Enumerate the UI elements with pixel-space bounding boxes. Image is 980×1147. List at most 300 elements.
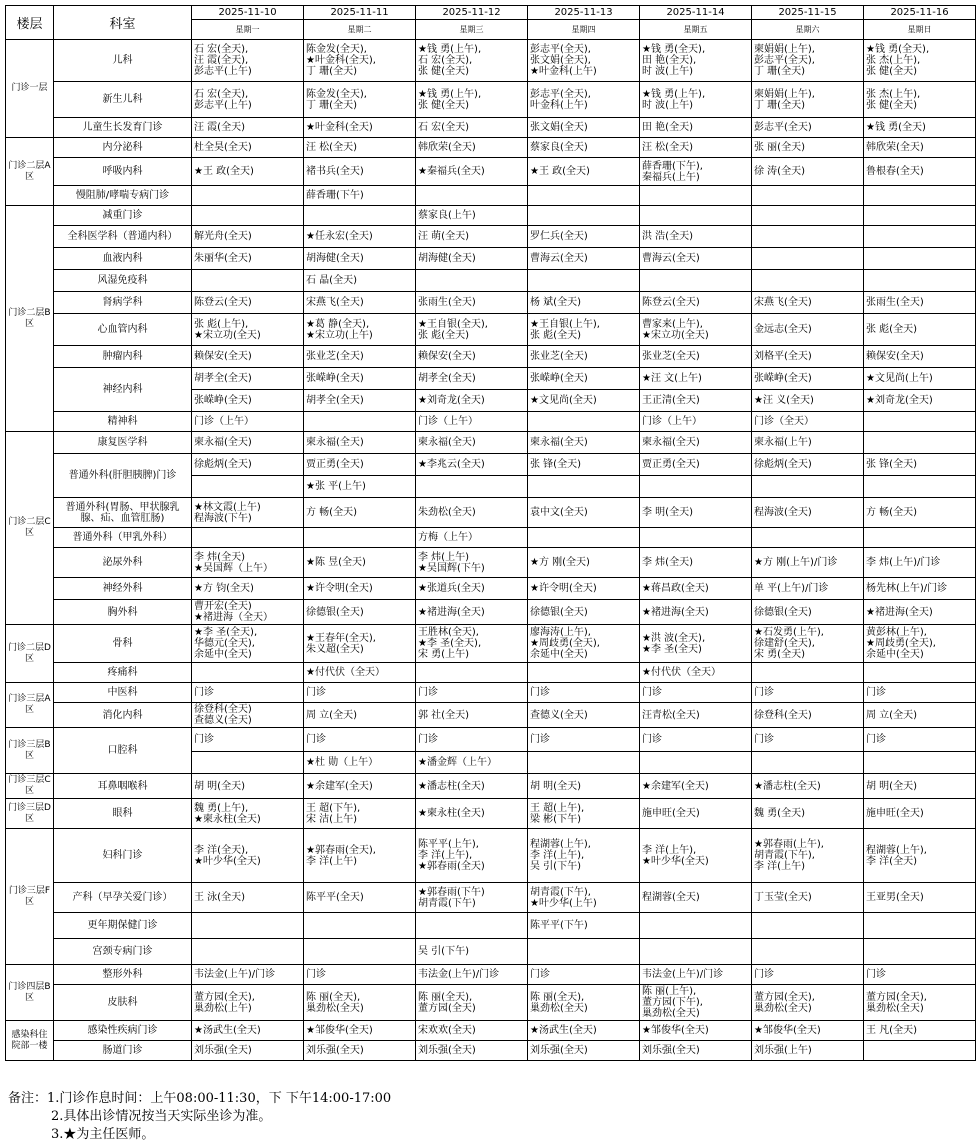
schedule-cell [864,752,976,774]
doctor-entry: ★宋立功(全天) [642,329,709,341]
schedule-cell [192,390,304,412]
doctor-entry: ★汪 义(全天) [754,395,814,406]
doctor-entry: 张业芝(全天) [530,351,588,362]
department-cell: 精神科 [54,412,192,432]
schedule-cell [304,683,416,703]
schedule-cell [192,1041,304,1061]
schedule-cell [192,683,304,703]
doctor-entry: 胡青霞(下午) [418,897,476,909]
department-cell: 肿瘤内科 [54,346,192,368]
table-row [6,985,976,1021]
schedule-cell [304,314,416,346]
doctor-entry: 吴 引(下午) [418,946,469,957]
schedule-cell [528,939,640,965]
schedule-cell [640,498,752,528]
schedule-cell [528,625,640,663]
schedule-cell [528,498,640,528]
schedule-cell [752,118,864,138]
doctor-entry: 门诊 [194,734,214,745]
doctor-entry: 张嵘峥(全天) [306,373,364,384]
floor-cell: 门诊三层C区 [6,774,54,799]
doctor-entry: 张业芝(全天) [306,351,364,362]
department-cell: 疼痛科 [54,663,192,683]
floor-cell: 门诊二层C区 [6,432,54,625]
doctor-entry: ★石发勇(上午), [754,627,824,638]
table-row [6,625,976,663]
department-cell: 儿科 [54,40,192,82]
doctor-entry: 周 立(全天) [866,709,917,721]
doctor-entry: 廖海涛(上午), [530,627,591,638]
doctor-entry: 张 丽(全天) [754,142,805,153]
table-row [6,346,976,368]
doctor-entry: ★叶少华(全天) [642,855,709,867]
table-row [6,663,976,683]
schedule-cell [304,476,416,498]
department-cell: 呼吸内科 [54,158,192,186]
doctor-entry: ★潘金辉（上午） [418,757,497,768]
weekday-header: 星期五 [640,20,752,40]
schedule-cell [304,270,416,292]
schedule-cell [192,270,304,292]
schedule-cell [864,799,976,829]
schedule-cell [304,1021,416,1041]
schedule-cell [752,498,864,528]
schedule-cell [416,913,528,939]
schedule-cell [528,883,640,913]
doctor-entry: 宋 勇(上午) [418,649,469,660]
doctor-entry: 刘乐强(全天) [418,1045,476,1056]
schedule-cell [528,548,640,578]
table-row [6,829,976,883]
doctor-entry: 董方园(下午), [642,997,703,1008]
doctor-entry: 巢劲松(全天) [754,1002,812,1014]
doctor-entry: 张嵘峥(全天) [194,395,252,406]
doctor-entry: ★葛 静(全天), [306,318,370,330]
doctor-entry: 魏 勇(全天) [754,808,805,819]
schedule-cell [416,703,528,728]
schedule-cell [528,248,640,270]
schedule-cell [416,829,528,883]
schedule-cell [192,829,304,883]
schedule-cell [192,625,304,663]
schedule-cell [416,625,528,663]
department-cell: 神经内科 [54,368,192,412]
schedule-cell [192,774,304,799]
department-cell: 消化内科 [54,703,192,728]
schedule-cell [752,528,864,548]
schedule-cell [304,663,416,683]
doctor-entry: 董方园(全天) [418,1002,476,1014]
doctor-entry: 方 畅(全天) [866,507,917,518]
doctor-entry: ★邹俊华(全天) [754,1025,821,1036]
floor-cell: 门诊二层B区 [6,206,54,432]
doctor-entry: 李 明(全天) [642,507,693,518]
department-cell: 产科（早孕关爱门诊） [54,883,192,913]
schedule-cell [416,226,528,248]
doctor-entry: 门诊 [306,969,326,980]
schedule-cell [864,206,976,226]
doctor-entry: 巢劲松(全天) [306,1002,364,1014]
doctor-entry: ★文见尚(全天) [530,395,597,406]
schedule-cell [752,1021,864,1041]
schedule-cell [528,752,640,774]
note-line: 3.★为主任医师。 [51,1127,155,1142]
schedule-cell [752,548,864,578]
schedule-cell [416,314,528,346]
schedule-sheet [5,5,976,1061]
doctor-entry: ★许令明(全天) [530,583,597,594]
schedule-cell [192,412,304,432]
doctor-entry: 宋 洁(上午) [306,813,357,825]
doctor-entry: 薛香珊(下午), [642,160,703,172]
doctor-entry: 门诊 [418,687,438,698]
doctor-entry: 朱义超(全天) [306,643,364,655]
schedule-cell [864,226,976,248]
note-line: 2.具体出诊情况按当天实际坐诊为准。 [51,1109,272,1124]
schedule-cell [528,1021,640,1041]
schedule-cell [752,82,864,118]
doctor-entry: 门诊 [530,969,550,980]
schedule-cell [416,118,528,138]
schedule-cell [752,625,864,663]
schedule-cell [640,799,752,829]
schedule-cell [192,82,304,118]
department-cell: 新生儿科 [54,82,192,118]
schedule-cell [640,314,752,346]
schedule-cell [528,40,640,82]
schedule-cell [416,498,528,528]
schedule-cell [640,683,752,703]
doctor-entry: 巢劲松(全天) [642,1008,700,1019]
doctor-entry: ★秦福兵(全天) [418,166,485,177]
schedule-cell [752,1041,864,1061]
schedule-cell [864,82,976,118]
schedule-cell [528,454,640,476]
doctor-entry: 门诊 [866,969,886,980]
doctor-entry: ★李 圣(全天), [418,638,482,649]
schedule-cell [752,600,864,625]
schedule-cell [864,728,976,752]
doctor-entry: ★邹俊华(全天) [642,1025,709,1036]
schedule-cell [528,186,640,206]
doctor-entry: 陈金发(全天), [306,88,367,100]
schedule-cell [640,829,752,883]
date-header: 2025-11-12 [416,6,528,20]
schedule-cell [640,883,752,913]
doctor-entry: ★叶少华(全天) [194,855,261,867]
schedule-cell [864,292,976,314]
doctor-entry: 张业芝(全天) [642,351,700,362]
schedule-cell [304,118,416,138]
floor-cell: 门诊四层B区 [6,965,54,1021]
table-row [6,292,976,314]
doctor-entry: ★张 平(上午) [306,481,366,492]
schedule-cell [304,774,416,799]
doctor-entry: 胡青霞(下午), [530,886,591,898]
doctor-entry: 程海波(下午) [194,512,252,524]
schedule-cell [304,206,416,226]
schedule-cell [304,799,416,829]
doctor-entry: 时 波(上午) [642,99,693,111]
table-row [6,799,976,829]
doctor-entry: ★汤武生(全天) [194,1025,261,1036]
schedule-cell [192,454,304,476]
doctor-entry: 蔡家良(全天) [530,142,588,153]
doctor-entry: ★褚进海(全天) [642,606,709,618]
schedule-cell [192,528,304,548]
table-row [6,248,976,270]
schedule-cell [192,703,304,728]
doctor-entry: ★钱 勇(全天) [866,122,926,133]
doctor-entry: 彭志平(全天), [530,44,591,55]
doctor-entry: 赖保安(全天) [418,351,476,362]
schedule-cell [864,454,976,476]
doctor-entry: 彭志平(全天), [754,55,815,66]
schedule-cell [640,158,752,186]
schedule-cell [640,1021,752,1041]
doctor-entry: 时 波(上午) [642,66,693,77]
department-cell: 肾病学科 [54,292,192,314]
schedule-cell [528,799,640,829]
schedule-cell [752,939,864,965]
table-row [6,432,976,454]
schedule-cell [192,368,304,390]
department-cell: 普通外科(肝胆胰脾)门诊 [54,454,192,498]
doctor-entry: 门诊（上午） [642,416,702,427]
schedule-cell [416,600,528,625]
schedule-cell [304,186,416,206]
schedule-cell [864,578,976,600]
doctor-entry: 韦法金(上午)/门诊 [642,969,724,980]
doctor-entry: 巢劲松(全天) [530,1002,588,1014]
schedule-cell [304,82,416,118]
floor-cell: 感染科住院部一楼 [6,1021,54,1061]
table-row [6,683,976,703]
schedule-cell [192,40,304,82]
department-cell: 泌尿外科 [54,548,192,578]
doctor-entry: 张雨生(全天) [418,297,476,308]
doctor-entry: 门诊 [754,969,774,980]
doctor-entry: ★郭春雨(全天), [306,844,376,856]
doctor-entry: 杜全昊(全天) [194,142,252,153]
table-row [6,314,976,346]
schedule-cell [416,1021,528,1041]
schedule-cell [416,206,528,226]
schedule-cell [752,883,864,913]
schedule-cell [192,346,304,368]
doctor-entry: 周 立(全天) [306,709,357,721]
schedule-cell [640,1041,752,1061]
department-cell: 胸外科 [54,600,192,625]
schedule-cell [752,412,864,432]
table-row [6,226,976,248]
schedule-cell [304,138,416,158]
doctor-entry: 陈 丽(上午), [642,986,697,997]
doctor-entry: ★方 刚(全天) [530,557,590,568]
schedule-cell [304,965,416,985]
doctor-entry: 丁 珊(全天) [306,99,357,111]
schedule-cell [192,138,304,158]
doctor-entry: 方梅（上午） [418,532,478,543]
schedule-cell [416,158,528,186]
schedule-cell [864,412,976,432]
schedule-cell [640,226,752,248]
table-row [6,548,976,578]
schedule-cell [528,1041,640,1061]
doctor-entry: ★郭春雨(上午), [754,839,824,850]
schedule-cell [864,829,976,883]
table-row [6,883,976,913]
doctor-entry: 陈平平(上午), [418,839,479,850]
doctor-entry: 彭志平(全天), [530,88,591,100]
schedule-cell [864,118,976,138]
doctor-entry: 李 炜(全天) [194,551,245,563]
doctor-entry: 徐建舒(全天), [754,638,815,649]
schedule-cell [640,138,752,158]
doctor-entry: ★余建军(全天) [306,780,373,792]
doctor-entry: 汪青松(全天) [642,709,700,721]
schedule-cell [864,432,976,454]
doctor-entry: 柬永福(全天) [642,437,700,448]
department-cell: 康复医学科 [54,432,192,454]
schedule-cell [304,158,416,186]
doctor-entry: 宋燕飞(全天) [754,297,812,308]
schedule-cell [864,965,976,985]
doctor-entry: ★蒋昌政(全天) [642,583,709,594]
schedule-cell [640,432,752,454]
doctor-entry: 张 健(全天) [866,99,917,111]
schedule-cell [528,965,640,985]
doctor-entry: 徐 涛(全天) [754,166,805,177]
schedule-cell [864,346,976,368]
schedule-cell [192,752,304,774]
doctor-entry: 张雨生(全天) [866,297,924,308]
department-cell: 普通外科（甲乳外科） [54,528,192,548]
schedule-cell [640,939,752,965]
schedule-cell [304,548,416,578]
schedule-cell [864,368,976,390]
doctor-entry: ★褚进海(全天) [866,606,933,618]
doctor-entry: 张 健(全天) [418,66,469,77]
department-cell: 儿童生长发育门诊 [54,118,192,138]
doctor-entry: 李 洋(上午), [642,844,697,856]
schedule-cell [752,476,864,498]
doctor-entry: 张嵘峥(全天) [530,373,588,384]
doctor-entry: 薛香珊(下午) [306,190,364,201]
doctor-entry: 李 炜(上午) [418,551,469,563]
doctor-entry: 赖保安(全天) [194,351,252,362]
schedule-cell [528,578,640,600]
doctor-entry: 门诊 [306,687,326,698]
table-row [6,118,976,138]
doctor-entry: 柬永福(上午) [754,437,812,448]
doctor-entry: 门诊 [642,734,662,745]
date-header: 2025-11-16 [864,6,976,20]
schedule-cell [192,118,304,138]
schedule-cell [752,965,864,985]
schedule-cell [528,683,640,703]
schedule-cell [528,703,640,728]
department-cell: 耳鼻咽喉科 [54,774,192,799]
schedule-cell [752,346,864,368]
table-row [6,1021,976,1041]
schedule-cell [192,226,304,248]
doctor-entry: 朱丽华(全天) [194,253,252,264]
doctor-entry: 巢劲松(上午) [194,1002,252,1014]
doctor-entry: 王 凡(全天) [866,1025,917,1036]
schedule-cell [304,939,416,965]
doctor-entry: 汪 霞(全天), [194,55,249,66]
schedule-cell [528,728,640,752]
department-cell: 妇科门诊 [54,829,192,883]
doctor-entry: ★王自银(上午), [530,318,600,330]
table-row [6,703,976,728]
doctor-entry: 余延中(全天) [866,649,924,660]
doctor-entry: 门诊 [306,734,326,745]
schedule-cell [752,799,864,829]
doctor-entry: 胡 明(全天) [866,780,917,792]
schedule-cell [528,390,640,412]
schedule-cell [640,186,752,206]
floor-cell: 门诊二层D区 [6,625,54,683]
doctor-entry: 张文娟(全天), [530,55,591,66]
floor-cell: 门诊三层F区 [6,829,54,965]
schedule-cell [192,799,304,829]
doctor-entry: 宋 勇(全天) [754,649,805,660]
doctor-entry: 丁 珊(全天) [754,66,805,77]
department-cell: 慢阻肺/哮喘专病门诊 [54,186,192,206]
schedule-cell [304,248,416,270]
doctor-entry: 胡海健(全天) [306,253,364,264]
doctor-entry: 刘乐强(上午) [754,1045,812,1056]
doctor-entry: ★洪 波(全天), [642,632,706,644]
schedule-cell [640,548,752,578]
schedule-cell [864,625,976,663]
table-row [6,774,976,799]
schedule-cell [864,883,976,913]
doctor-entry: ★叶金科(全天), [306,55,376,66]
doctor-entry: 张 彪(全天) [418,329,469,341]
table-row [6,600,976,625]
doctor-entry: ★王自银(全天), [418,318,488,330]
doctor-entry: 王胜林(全天), [418,627,479,638]
schedule-cell [640,40,752,82]
schedule-cell [192,432,304,454]
doctor-entry: 张 杰(上午), [866,55,921,66]
doctor-entry: 张 杰(上午), [866,88,921,100]
schedule-cell [192,206,304,226]
schedule-cell [192,292,304,314]
notes [8,1090,391,1144]
schedule-cell [416,774,528,799]
schedule-cell [304,292,416,314]
doctor-entry: 徐德银(全天) [754,606,812,618]
doctor-entry: 李 洋(上午), [530,850,585,861]
department-cell: 宫颈专病门诊 [54,939,192,965]
schedule-cell [640,913,752,939]
schedule-cell [864,548,976,578]
doctor-entry: 洪 浩(全天) [642,231,693,242]
doctor-entry: 单 平(上午)/门诊 [754,583,829,594]
table-row [6,454,976,476]
doctor-entry: ★文见尚(上午) [866,373,933,384]
schedule-cell [416,883,528,913]
schedule-cell [416,663,528,683]
schedule-cell [752,454,864,476]
schedule-cell [416,728,528,752]
schedule-cell [192,728,304,752]
table-row [6,138,976,158]
